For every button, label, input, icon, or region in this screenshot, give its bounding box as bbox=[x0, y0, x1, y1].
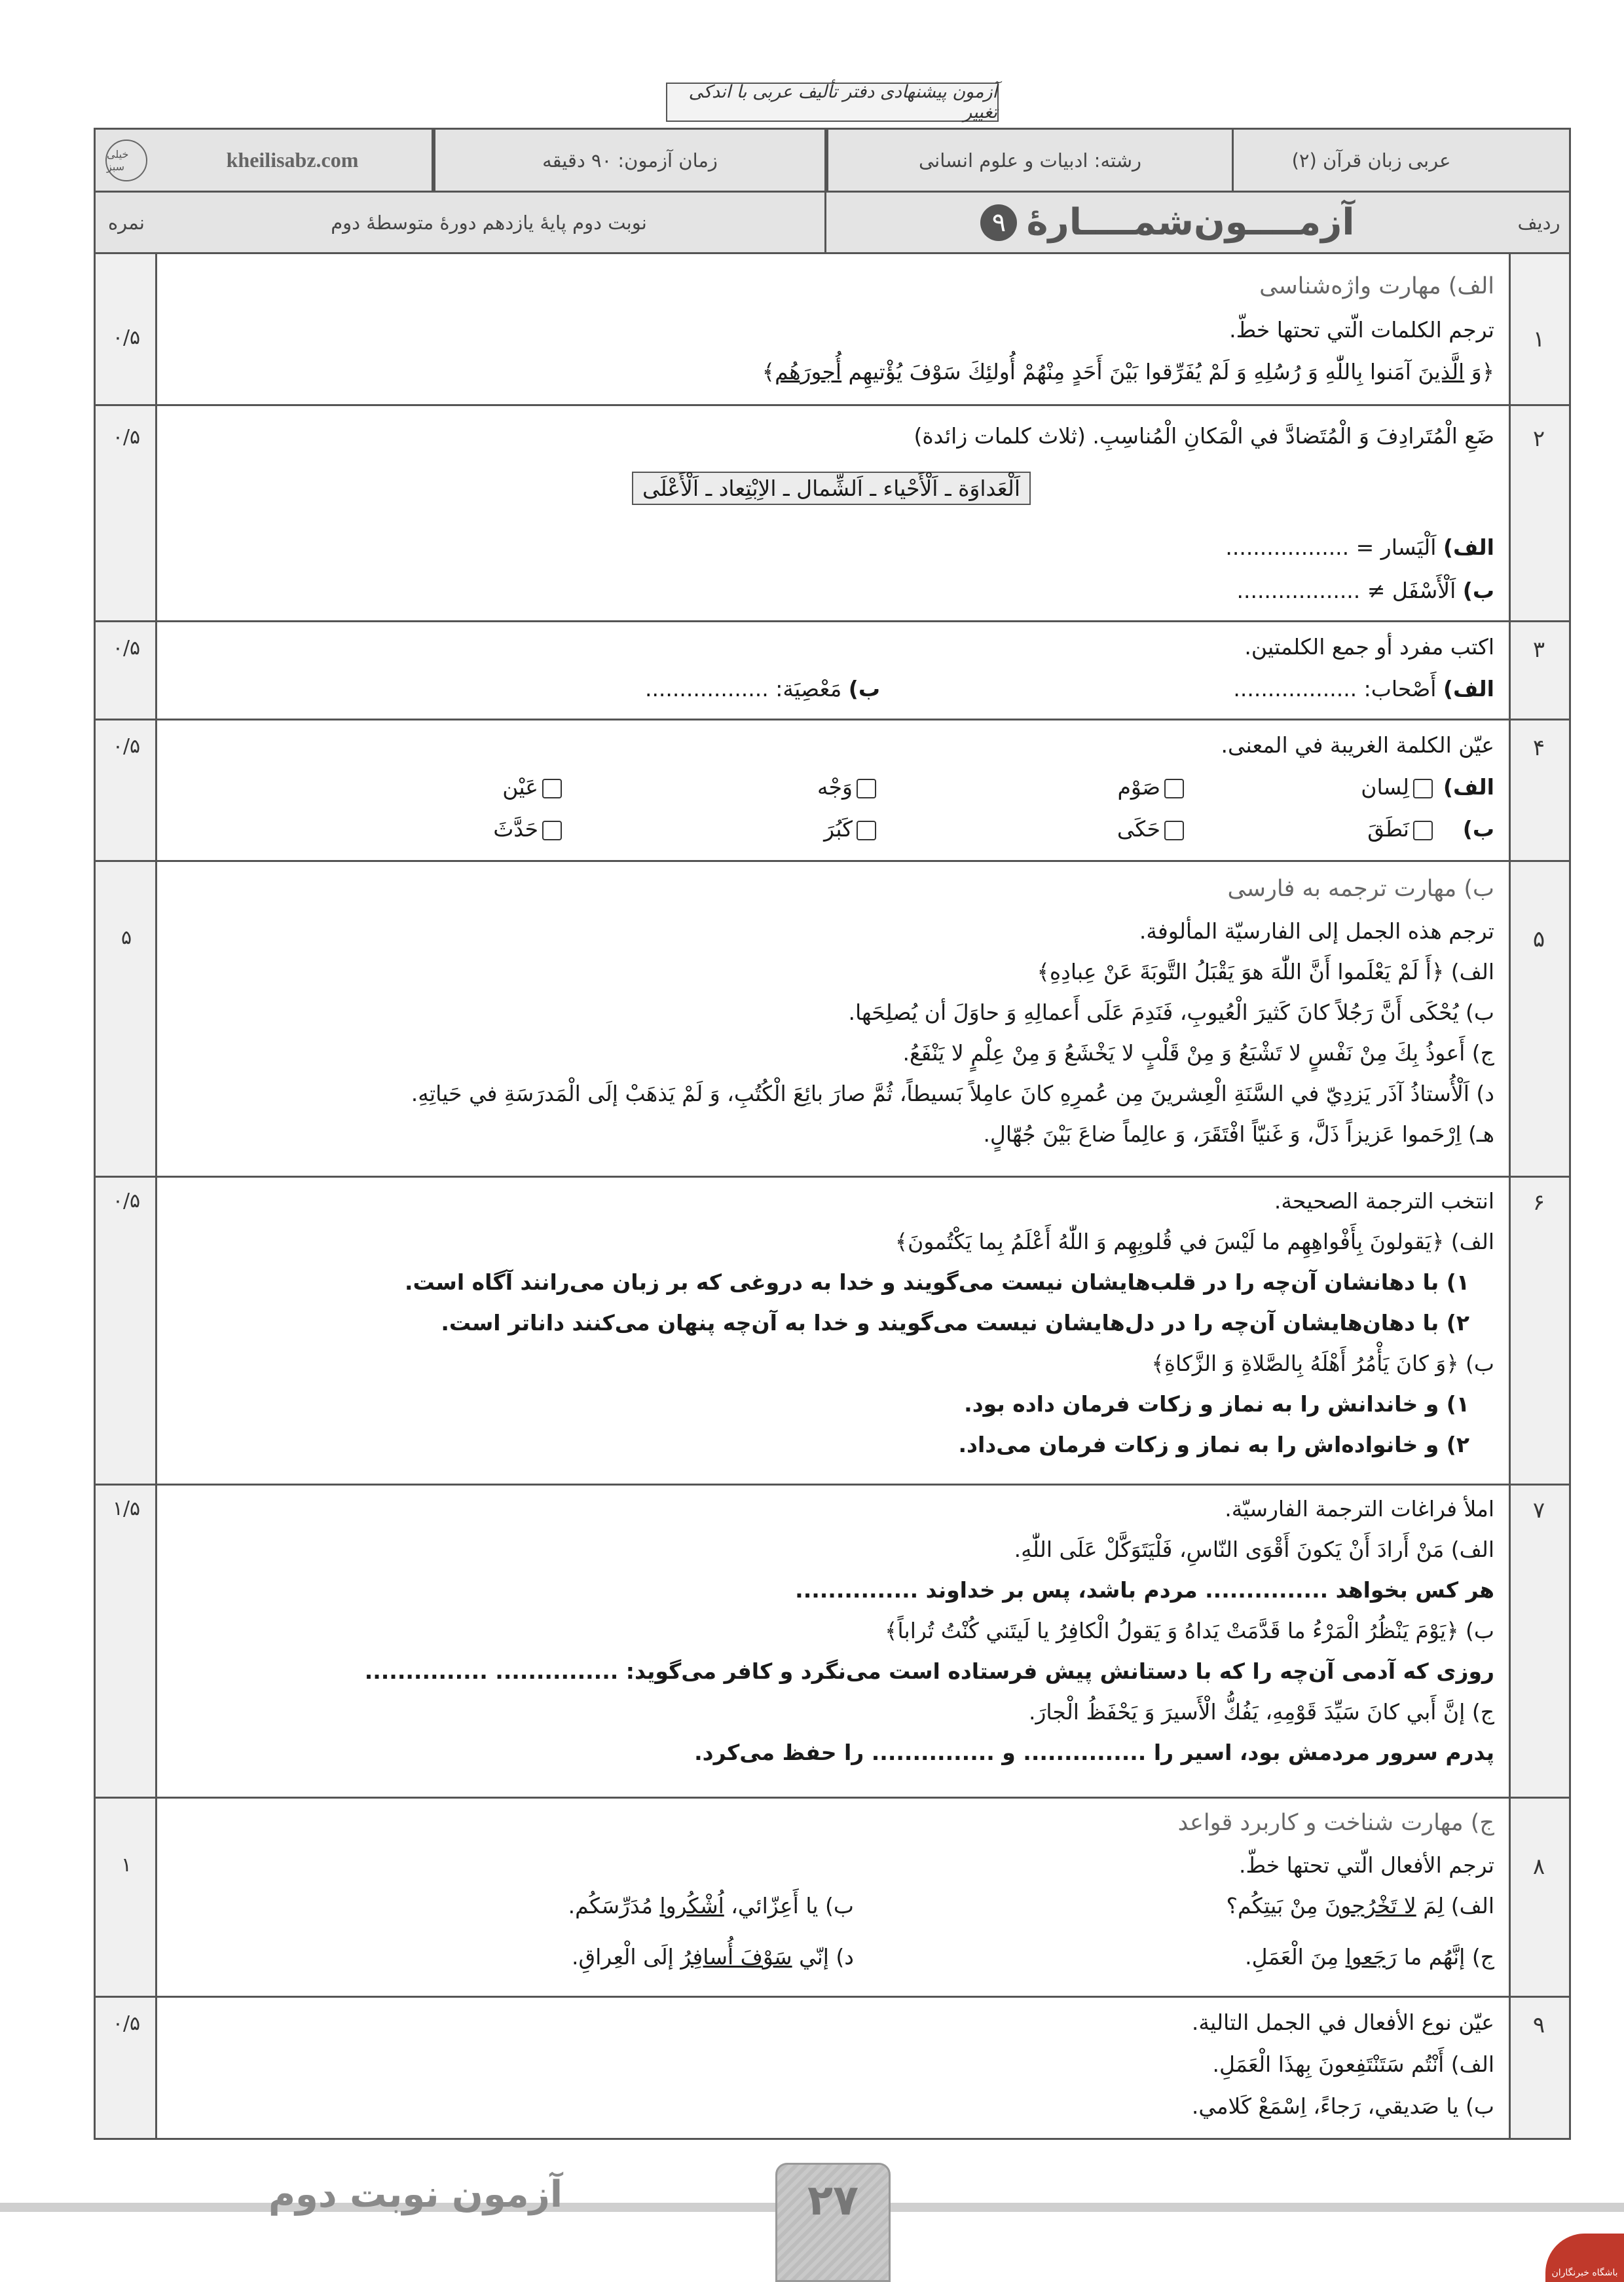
checkbox[interactable] bbox=[542, 821, 562, 840]
page-number: ۲۷ bbox=[807, 2177, 859, 2225]
option-text: حَدَّثَ bbox=[493, 816, 538, 842]
item-text: اَلْأَسْفَل ≠ .................. bbox=[1236, 578, 1456, 603]
answer-option[interactable]: ۲) با دهان‌هایشان آن‌چه را در دل‌هایشان نیست می‌گویند و خدا به آن‌چه پنهان می‌کنند داناتر است. bbox=[441, 1310, 1469, 1336]
question-number: ۲ bbox=[1532, 426, 1545, 452]
checkbox[interactable] bbox=[1164, 821, 1184, 840]
text-segment: ج) إنَّهُم ما bbox=[1397, 1944, 1494, 1970]
question-row-8 bbox=[96, 1799, 1569, 1998]
option-choice[interactable] bbox=[1117, 774, 1188, 800]
row-label-header: ردیف bbox=[1509, 193, 1569, 254]
question-text bbox=[172, 359, 1494, 385]
sentence-item: الف) ﴿أَ لَمْ یَعْلَموا أَنَّ اللّٰهَ هوَ یَقْبَلُ التَّوبَةَ عَنْ عِبادِهِ﴾ bbox=[1037, 959, 1494, 984]
underlined-word: لا تَخْرُجونَ bbox=[1325, 1893, 1416, 1918]
answer-option[interactable]: ۱) با دهانشان آن‌چه را در قلب‌هایشان نیست می‌گویند و خدا به دروغی که بر زبان می‌رانند آگاه است. bbox=[404, 1269, 1469, 1295]
sentence-item: هـ) اِرْحَموا عَزیزاً ذَلَّ، وَ غَنیّاً افْتَقَرَ، وَ عالِماً ضاعَ بَیْنَ جُهّالٍ. bbox=[983, 1121, 1494, 1147]
question-row-2 bbox=[96, 406, 1569, 622]
exam-number-badge: ۹ bbox=[980, 204, 1017, 241]
text-segment: إلَی الْعِراقِ. bbox=[571, 1944, 681, 1970]
question-content bbox=[157, 254, 1509, 404]
option-text: لِسان bbox=[1361, 774, 1409, 800]
section-heading: ب) مهارت ترجمه به فارسی bbox=[1227, 876, 1494, 902]
text-segment: مُدَرِّسَکُم. bbox=[568, 1893, 660, 1918]
question-content bbox=[157, 720, 1509, 860]
question-score: ۰/۵ bbox=[112, 326, 141, 349]
publisher-logo: خیلی سبز bbox=[105, 140, 147, 181]
question-content bbox=[157, 1178, 1509, 1484]
question-content bbox=[157, 1799, 1509, 1996]
sentence-item: ج) إنَّ أَبي کانَ سَیِّدَ قَوْمِهِ، یَفُكُّ الْأَسیرَ وَ یَحْفَظُ الْجارَ. bbox=[1028, 1699, 1494, 1725]
question-row-7 bbox=[96, 1486, 1569, 1799]
question-row-9 bbox=[96, 1998, 1569, 2142]
question-number: ۶ bbox=[1532, 1189, 1545, 1216]
sentence-item: ب) یا صَدیقي، رَجاءً، اِسْمَعْ کَلامي. bbox=[1191, 2093, 1494, 2119]
sentence-item: الف) مَنْ أَرادَ أَنْ یَکونَ أَقْوَی النّاسِ، فَلْیَتَوَکَّلْ عَلَی اللّٰهِ. bbox=[1014, 1537, 1494, 1562]
question-score: ۰/۵ bbox=[112, 637, 141, 660]
question-instruction: عیّن الکلمة الغریبة في المعنی. bbox=[1221, 732, 1494, 758]
question-number: ۵ bbox=[1532, 926, 1545, 952]
question-row-4 bbox=[96, 720, 1569, 862]
text-segment: آمَنوا بِاللّٰهِ وَ رُسُلِهِ وَ لَمْ یُفَرِّقوا بَیْنَ أَحَدٍ مِنْهُمْ أُولئِكَ سَوْفَ یُؤْتیهِم bbox=[841, 359, 1418, 384]
item-text: اَلْیَسار = .................. bbox=[1225, 534, 1437, 560]
field-cell: رشته: ادبیات و علوم انسانی bbox=[826, 130, 1234, 191]
checkbox[interactable] bbox=[542, 779, 562, 798]
question-number: ۳ bbox=[1532, 637, 1545, 663]
item-label: ب) bbox=[848, 676, 880, 701]
exam-title-cell bbox=[826, 193, 1509, 252]
checkbox[interactable] bbox=[1164, 779, 1184, 798]
question-number: ۷ bbox=[1532, 1497, 1545, 1524]
answer-line-b bbox=[645, 676, 880, 701]
item-label: الف) bbox=[1443, 534, 1494, 560]
question-score: ۱ bbox=[120, 1854, 132, 1877]
sentence-item bbox=[1245, 1944, 1494, 1970]
question-instruction: ترجم الأفعال الّتي تحتها خطّ. bbox=[1238, 1852, 1494, 1878]
option-choice[interactable] bbox=[493, 816, 566, 842]
sentence-item: الف) أَنْتُم سَتَنْتَفِعونَ بِهذَا الْعَمَلِ. bbox=[1212, 2051, 1494, 2077]
sentence-item: ب) ﴿وَ کانَ یَأْمُرُ أَهْلَهُ بِالصَّلاةِ وَ الزَّکاةِ﴾ bbox=[1151, 1351, 1494, 1376]
question-instruction: ترجم هذه الجمل إلی الفارسیّة المألوفة. bbox=[1139, 918, 1494, 944]
sentence-item: ج) أَعوذُ بِكَ مِنْ نَفْسٍ لا تَشْبَعُ وَ مِنْ قَلْبٍ لا یَخْشَعُ وَ مِنْ عِلْمٍ لا یَنْفَعُ. bbox=[902, 1040, 1494, 1066]
underlined-word: سَوْفَ أُسافِرُ bbox=[680, 1944, 792, 1970]
option-text: حَکَی bbox=[1116, 816, 1160, 842]
question-score: ۰/۵ bbox=[112, 426, 141, 449]
question-row-3 bbox=[96, 622, 1569, 720]
answer-option[interactable]: ۱) و خاندانش را به نماز و زکات فرمان داده بود. bbox=[964, 1391, 1469, 1417]
question-row-6 bbox=[96, 1178, 1569, 1486]
question-instruction: ضَعِ الْمُتَرادِفَ وَ الْمُتَضادَّ في الْمَکانِ الْمُناسِبِ. (ثلاث کلمات زائدة) bbox=[913, 423, 1494, 449]
header-corner-left bbox=[96, 130, 157, 193]
option-row-label: الف) bbox=[1443, 774, 1494, 800]
checkbox[interactable] bbox=[857, 779, 876, 798]
sentence-item: د) اَلْأُستاذُ آذَر یَزدِيّ في السَّنَةِ الْعِشرینَ مِن عُمرِهِ کانَ عامِلاً بَسیطاً، ثُمَّ صارَ بائِعَ الْکُتُبِ، وَ لَمْ یَذهَبْ إلَی الْمَدرَسَةِ في حَیاتِهِ. bbox=[411, 1081, 1494, 1106]
question-instruction: املأ فراغات الترجمة الفارسیّة. bbox=[1225, 1496, 1494, 1522]
item-text: أَصْحاب: .................. bbox=[1233, 676, 1437, 701]
checkbox[interactable] bbox=[857, 821, 876, 840]
item-text: مَعْصِیَة: .................. bbox=[644, 676, 842, 701]
checkbox[interactable] bbox=[1413, 821, 1433, 840]
question-row-5 bbox=[96, 862, 1569, 1178]
translation-blank-line: هر کس بخواهد ............... مردم باشد، پس بر خداوند ............... bbox=[795, 1577, 1494, 1603]
score-label-header: نمره bbox=[96, 193, 157, 254]
sentence-item bbox=[1226, 1893, 1494, 1918]
answer-line-a bbox=[172, 534, 1494, 561]
option-choice[interactable] bbox=[502, 774, 566, 800]
sentence-item: ب) یُحْکَی أَنَّ رَجُلاً کانَ کَثیرَ الْعُیوبِ، فَنَدِمَ عَلَی أَعمالِهِ وَ حاوَلَ أن یُصلِحَها. bbox=[848, 1000, 1494, 1025]
option-text: عَیْن bbox=[502, 774, 538, 800]
word-bank: اَلْعَداوَة ـ اَلْأَحْیاء ـ اَلشِّمال ـ الاِبْتِعاد ـ اَلْأَعْلَی bbox=[632, 472, 1031, 505]
question-number: ۹ bbox=[1532, 2012, 1545, 2038]
corner-logo: باشگاه خبرنگاران bbox=[1545, 2234, 1624, 2282]
time-cell: زمان آزمون: ۹۰ دقیقه bbox=[434, 130, 826, 191]
exam-description-cell: نوبت دوم پایهٔ یازدهم دورهٔ متوسطهٔ دوم bbox=[153, 193, 826, 252]
question-score: ۰/۵ bbox=[112, 1189, 141, 1212]
option-row-label: ب) bbox=[1462, 816, 1494, 842]
answer-option[interactable]: ۲) و خانواده‌اش را به نماز و زکات فرمان می‌داد. bbox=[958, 1432, 1469, 1457]
text-segment: ﴾ bbox=[762, 359, 775, 384]
question-score: ۱/۵ bbox=[112, 1497, 141, 1520]
text-segment: ب) یا أَعِزّائي، bbox=[724, 1893, 854, 1918]
underlined-word: أُجورَهُم bbox=[775, 359, 842, 384]
question-number: ۱ bbox=[1532, 326, 1545, 352]
text-segment: مِنْ بَیتِکُم؟ bbox=[1226, 1893, 1325, 1918]
option-text: کَبُرَ bbox=[824, 816, 853, 842]
option-choice[interactable] bbox=[817, 774, 880, 800]
question-score: ۰/۵ bbox=[112, 2012, 141, 2035]
question-instruction: عیّن نوع الأفعال في الجمل التالیة. bbox=[1191, 2010, 1494, 2035]
question-number: ۴ bbox=[1532, 735, 1545, 761]
question-number: ۸ bbox=[1532, 1854, 1545, 1880]
translation-blank-line: روزی که آدمی آن‌چه را که با دستانش پیش فرستاده است می‌نگرد و کافر می‌گوید: ............... ............... bbox=[364, 1658, 1494, 1684]
underlined-word: اُشْکُروا bbox=[659, 1893, 724, 1918]
exam-sheet bbox=[94, 128, 1571, 2140]
question-instruction: ترجم الکلمات الّتي تحتها خطّ. bbox=[1229, 317, 1494, 343]
translation-blank-line: پدرم سرور مردمش بود، اسیر را ............... و ............... را حفظ می‌کرد. bbox=[694, 1740, 1494, 1765]
exam-title: آزمــــون‌شمــــارهٔ bbox=[1026, 201, 1355, 244]
sentence-item: الف) ﴿یَقولونَ بِأَفْواهِهِم ما لَیْسَ في قُلوبِهِم وَ اللّٰهُ أَعْلَمُ بِما یَکْتُمونَ﴾ bbox=[895, 1229, 1494, 1254]
question-content bbox=[157, 622, 1509, 719]
question-content bbox=[157, 1486, 1509, 1797]
item-label: ب) bbox=[1462, 578, 1494, 603]
sentence-item bbox=[568, 1893, 854, 1918]
website-cell: kheilisabz.com bbox=[153, 130, 434, 191]
sentence-item: ب) ﴿یَوْمَ یَنْظُرُ الْمَرْءُ ما قَدَّمَتْ یَداهُ وَ یَقولُ الْکافِرُ یا لَیتَني کُنْتُ تُراباً﴾ bbox=[885, 1618, 1494, 1643]
text-segment: د) إنّي bbox=[792, 1944, 854, 1970]
footer-title: آزمون نوبت دوم bbox=[268, 2173, 563, 2216]
section-heading: ج) مهارت شناخت و کاربرد قواعد bbox=[1177, 1810, 1494, 1836]
text-segment: ﴿وَ bbox=[1464, 359, 1494, 384]
question-instruction: انتخب الترجمة الصحیحة. bbox=[1274, 1188, 1494, 1214]
option-choice[interactable] bbox=[1361, 774, 1437, 800]
item-label: الف) bbox=[1443, 676, 1494, 701]
section-heading: الف) مهارت واژه‌شناسی bbox=[1259, 273, 1494, 299]
question-content bbox=[157, 862, 1509, 1176]
option-text: صَوْم bbox=[1117, 774, 1160, 800]
question-score: ۰/۵ bbox=[112, 735, 141, 758]
option-choice[interactable] bbox=[1117, 816, 1188, 842]
option-choice[interactable] bbox=[1367, 816, 1437, 842]
text-segment: الف) لِمَ bbox=[1416, 1893, 1494, 1918]
option-choice[interactable] bbox=[824, 816, 880, 842]
header-corner-right bbox=[1509, 130, 1569, 193]
question-score: ۵ bbox=[120, 926, 132, 949]
answer-line-b bbox=[172, 578, 1494, 604]
question-instruction: اکتب مفرد أو جمع الکلمتین. bbox=[1244, 634, 1494, 660]
question-row-1 bbox=[96, 254, 1569, 406]
sentence-item bbox=[572, 1944, 854, 1970]
header-title-row bbox=[157, 193, 1509, 254]
option-text: وَجْه bbox=[817, 774, 853, 800]
underlined-word: الَّذینَ bbox=[1418, 359, 1465, 384]
subject-cell: عربی زبان قرآن (۲) bbox=[1291, 149, 1451, 172]
page-number-tab bbox=[775, 2163, 891, 2282]
question-content bbox=[157, 1998, 1509, 2142]
option-text: نَطَقَ bbox=[1367, 816, 1409, 842]
text-segment: مِنَ الْعَمَلِ. bbox=[1245, 1944, 1346, 1970]
checkbox[interactable] bbox=[1413, 779, 1433, 798]
underlined-word: رَجَعوا bbox=[1345, 1944, 1397, 1970]
question-content bbox=[157, 406, 1509, 620]
header-info-row bbox=[157, 130, 1509, 193]
exam-source-note: آزمون پیشنهادی دفتر تألیف عربی با اندکی تغییر bbox=[666, 83, 999, 122]
